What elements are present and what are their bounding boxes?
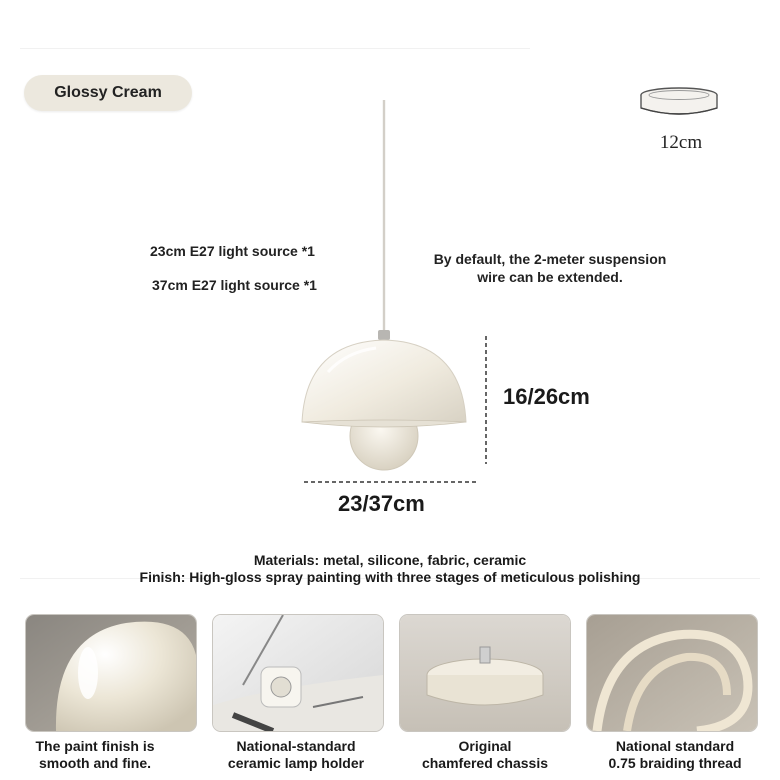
chassis-image bbox=[400, 615, 570, 731]
braided-wire-image bbox=[587, 615, 757, 731]
feature-caption-paint-finish bbox=[0, 738, 190, 772]
materials-description bbox=[0, 552, 780, 586]
finish-line: Finish: High-gloss spray painting with three stages of meticulous polishing bbox=[139, 569, 641, 585]
feature-caption-lamp-holder bbox=[201, 738, 391, 772]
suspension-note-line-1: By default, the 2-meter suspension bbox=[433, 251, 667, 267]
feature-caption-line-1: Original bbox=[458, 738, 512, 754]
canopy-icon bbox=[636, 84, 722, 124]
feature-caption-line-2: smooth and fine. bbox=[39, 755, 151, 771]
light-source-spec-1: 23cm E27 light source *1 bbox=[150, 243, 315, 259]
variant-badge[interactable] bbox=[24, 75, 192, 111]
lamp-holder-image bbox=[213, 615, 383, 731]
feature-card-paint-finish bbox=[25, 614, 197, 732]
feature-caption-line-2: ceramic lamp holder bbox=[227, 755, 365, 771]
feature-caption-chassis bbox=[390, 738, 580, 772]
light-source-spec-2: 37cm E27 light source *1 bbox=[152, 277, 317, 293]
width-dimension: 23/37cm bbox=[338, 491, 425, 516]
pendant-lamp-illustration bbox=[296, 96, 496, 496]
suspension-note-line-2: wire can be extended. bbox=[477, 269, 623, 285]
canopy-size-label: 12cm bbox=[659, 132, 703, 153]
feature-card-braided-wire bbox=[586, 614, 758, 732]
lampshade-closeup-image bbox=[26, 615, 196, 731]
feature-caption-line-1: National standard bbox=[615, 738, 735, 754]
feature-card-chassis bbox=[399, 614, 571, 732]
height-dimension: 16/26cm bbox=[503, 384, 590, 409]
feature-caption-line-1: National-standard bbox=[236, 738, 356, 754]
materials-line: Materials: metal, silicone, fabric, ceramic bbox=[253, 552, 527, 568]
background-divider bbox=[20, 48, 530, 49]
variant-badge-label: Glossy Cream bbox=[54, 84, 162, 101]
feature-caption-braided-wire bbox=[580, 738, 770, 772]
feature-caption-line-2: chamfered chassis bbox=[421, 755, 549, 771]
feature-caption-line-2: 0.75 braiding thread bbox=[608, 755, 742, 771]
feature-caption-line-1: The paint finish is bbox=[35, 738, 155, 754]
feature-card-lamp-holder bbox=[212, 614, 384, 732]
